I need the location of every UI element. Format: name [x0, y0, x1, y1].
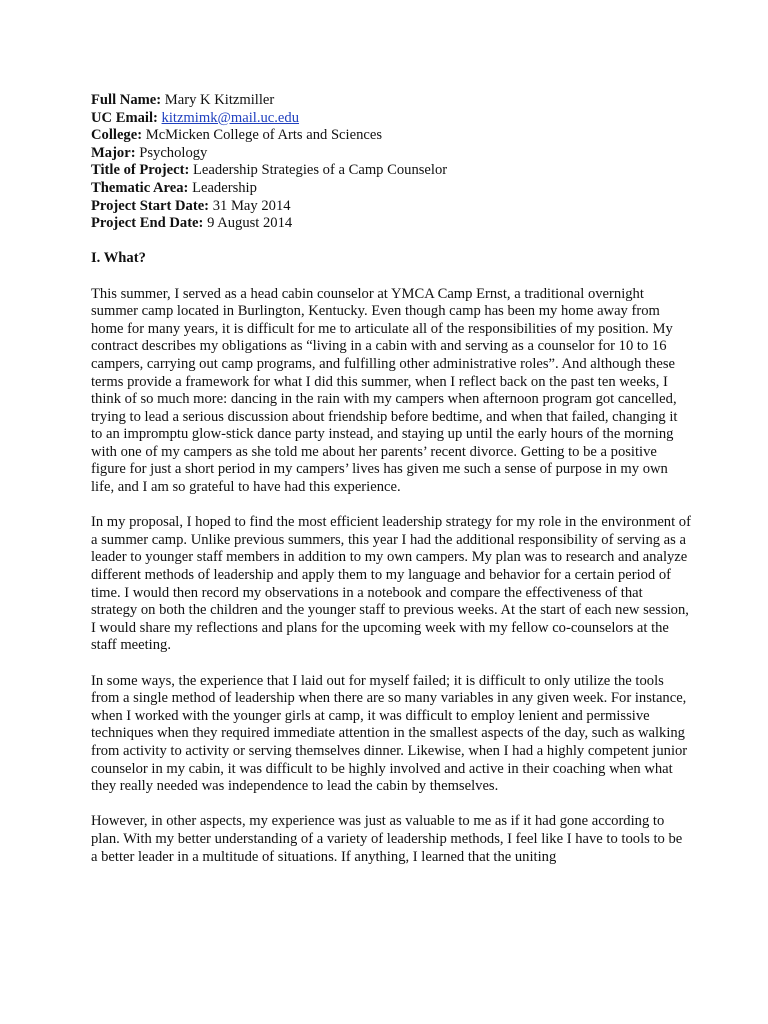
end-date-line: [91, 215, 691, 233]
college-value: McMicken College of Arts and Sciences: [145, 127, 382, 144]
full-name-value: Mary K Kitzmiller: [164, 92, 275, 108]
college-line: [91, 127, 691, 145]
body-paragraph: In some ways, the experience that I laid out for myself failed; it is difficult to only utilize the tools from a single method of leadership when there are so many variables in any given week. For instance, when I worked with the younger girls at camp, it was difficult to employ lenient and permissive techniques when they required immediate attention in the smallest aspects of the day, such as walking from activity to activity or serving themselves dinner. Likewise, when I had a highly competent junior counselor in my cabin, it was difficult to be highly involved and active in their coaching when what they really needed was independence to lead the cabin by themselves.: [91, 672, 688, 795]
major-label: Major:: [91, 144, 136, 161]
email-link[interactable]: kitzmimk@mail.uc.edu: [161, 109, 300, 126]
body-paragraph: This summer, I served as a head cabin counselor at YMCA Camp Ernst, a traditional overnight summer camp located in Burlington, Kentucky. Even though camp has been my home away from home for many years, it is difficult for me to articulate all of the responsibilities of my position. My contract describes my obligations as “living in a cabin with and serving as a counselor for 10 to 16 campers, carrying out camp programs, and fulfilling other administrative roles”. And although these terms provide a framework for what I did this summer, when I reflect back on the past ten weeks, I think of so much more: dancing in the rain with my campers when afternoon program got cancelled, trying to lead a serious discussion about friendship before bedtime, and when that failed, changing it to an impromptu glow-stick dance party instead, and staying up until the early hours of the morning with one of my campers as she told me about her parents’ recent divorce. Getting to be a positive figure for just a short period in my campers’ lives has given me such a sense of purpose in my own life, and I am so grateful to have had this experience.: [91, 285, 678, 496]
project-title-line: [91, 162, 691, 180]
major-value: Psychology: [139, 144, 208, 161]
college-label: College:: [91, 127, 143, 144]
body-paragraph: In my proposal, I hoped to find the most efficient leadership strategy for my role in the environment of a summer camp. Unlike previous summers, this year I had the additional responsibility of serving as a leader to younger staff members in addition to my own campers. My plan was to research and analyze different methods of leadership and apply them to my language and behavior for a certain period of time. I would then record my observations in a notebook and compare the effectiveness of that strategy on both the children and the younger staff to previous weeks. At the start of each new session, I would share my reflections and plans for the upcoming week with my fellow co-counselors at the staff meeting.: [91, 514, 691, 654]
project-title-label: Title of Project:: [91, 162, 190, 179]
start-date-line: [91, 198, 691, 216]
section-heading: I. What?: [91, 250, 146, 267]
body-paragraph: However, in other aspects, my experience was just as valuable to me as if it had gone according to plan. With my better understanding of a variety of leadership methods, I feel like I have to tools to be a better leader in a multitude of situations. If anything, I learned that the uniting: [91, 813, 683, 865]
email-label: UC Email:: [91, 109, 158, 126]
thematic-area-line: [91, 180, 691, 198]
end-date-value: 9 August 2014: [207, 215, 293, 232]
project-metadata: [91, 92, 691, 233]
start-date-label: Project Start Date:: [91, 197, 210, 214]
email-line: [91, 110, 691, 128]
full-name-line: [91, 92, 691, 110]
full-name-label: Full Name:: [91, 92, 162, 108]
end-date-label: Project End Date:: [91, 215, 204, 232]
project-title-value: Leadership Strategies of a Camp Counselor: [193, 162, 448, 179]
thematic-area-label: Thematic Area:: [91, 179, 189, 196]
start-date-value: 31 May 2014: [212, 197, 291, 214]
thematic-area-value: Leadership: [192, 179, 257, 196]
major-line: [91, 145, 691, 163]
document-page: [91, 92, 691, 884]
